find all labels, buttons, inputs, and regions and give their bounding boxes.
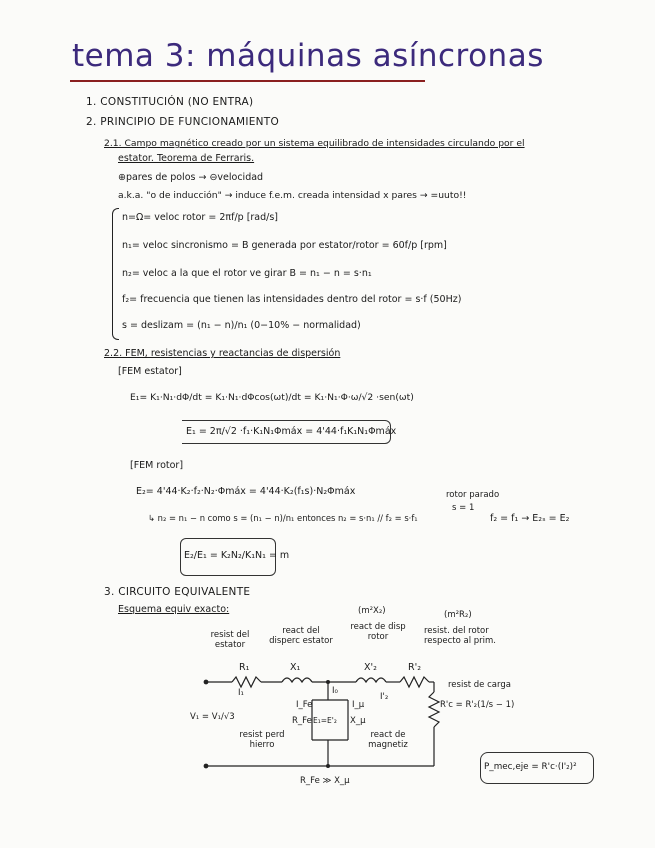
label-R2p: R'₂: [408, 662, 422, 673]
label-X2p: X'₂: [364, 662, 377, 673]
label-RFe: R_Fe: [292, 716, 312, 726]
label-Rc: R'c = R'₂(1/s − 1): [440, 700, 515, 710]
sub22-heading: 2.2. FEM, resistencias y reactancias de dispersión: [104, 348, 341, 359]
eq-relative-speed: n₂= veloc a la que el rotor ve girar B = n₁ − n = s·n₁: [122, 268, 372, 279]
pmec-equation: P_mec,eje = R'c·(I'₂)²: [484, 762, 577, 772]
label-resist-rotor: resist. del rotor respecto al prim.: [424, 626, 497, 646]
label-Xmu: X_μ: [350, 716, 366, 726]
sub21-line-induction: a.k.a. "o de inducción" → induce f.e.m. creada intensidad x pares → =uuto!!: [118, 190, 467, 201]
eq-rotor-frequency: f₂= frecuencia que tienen las intensidades dentro del rotor = s·f (50Hz): [122, 294, 462, 305]
section-3-heading: 3. CIRCUITO EQUIVALENTE: [104, 586, 251, 598]
label-IFe: I_Fe: [296, 700, 313, 710]
label-R1: R₁: [239, 662, 250, 673]
e1-boxed-text: E₁ = 2π/√2 ·f₁·K₁N₁Φmáx = 4'44·f₁K₁N₁Φmáx: [186, 426, 397, 437]
section-2-heading: 2. PRINCIPIO DE FUNCIONAMIENTO: [86, 116, 280, 128]
rotor-parado-note: rotor parado: [446, 490, 500, 500]
eq-rotor-speed: n=Ω= veloc rotor = 2πf/p [rad/s]: [122, 212, 279, 223]
label-resist-carga: resist de carga: [448, 680, 511, 690]
label-perd-hierro: resist perd hierro: [239, 730, 285, 750]
eq-slip: s = deslizam = (n₁ − n)/n₁ (0−10% − normalidad): [122, 320, 361, 331]
sub21-heading-line1: 2.1. Campo magnético creado por un sistema equilibrado de intensidades circulando por el: [104, 138, 525, 149]
label-Imu: I_μ: [352, 700, 365, 710]
section-1-heading: 1. CONSTITUCIÓN (NO ENTRA): [86, 96, 254, 108]
label-resist-estator: resist del estator: [210, 630, 250, 650]
eq-sync-speed: n₁= veloc sincronismo = B generada por estator/rotor = 60f/p [rpm]: [122, 240, 447, 251]
f2-result: f₂ = f₁ → E₂ₛ = E₂: [490, 513, 570, 524]
label-magnetiz: react de magnetiz: [368, 730, 408, 750]
label-react-rotor: react de disp rotor: [350, 622, 406, 642]
fem-rotor-label: [FEM rotor]: [130, 460, 184, 471]
slip-one-note: s = 1: [452, 503, 475, 513]
label-I0: I₀: [332, 686, 338, 696]
page-title: tema 3: máquinas asíncronas: [72, 38, 544, 74]
label-mr2: (m²R₂): [444, 610, 472, 620]
fem-estator-label: [FEM estator]: [118, 366, 182, 377]
ratio-equation: E₂/E₁ = K₂N₂/K₁N₁ = m: [184, 550, 290, 561]
label-E1: E₁=E'₂: [313, 716, 337, 725]
label-rfe-xmu: R_Fe ≫ X_μ: [300, 776, 350, 786]
label-mx2: (m²X₂): [358, 606, 386, 616]
circuit-heading: Esquema equiv exacto:: [118, 604, 230, 615]
e1-equation: E₁= K₁·N₁·dΦ/dt = K₁·N₁·dΦcos(ωt)/dt = K₁·N₁·Φ·ω/√2 ·sen(ωt): [130, 392, 414, 403]
n2-derivation: ↳ n₂ = n₁ − n como s = (n₁ − n)/n₁ entonces n₂ = s·n₁ // f₂ = s·f₁: [148, 513, 418, 523]
label-react-estator: react del disperc estator: [269, 626, 333, 646]
e2-equation: E₂= 4'44·K₂·f₂·N₂·Φmáx = 4'44·K₂(f₁s)·N₂Φmáx: [136, 486, 356, 497]
sub21-heading-line2: estator. Teorema de Ferraris.: [118, 153, 255, 164]
sub21-line-poles: ⊕pares de polos → ⊖velocidad: [118, 172, 264, 183]
label-I1: I₁: [238, 688, 244, 698]
label-V1: V₁ = V₁/√3: [190, 712, 235, 722]
label-X1: X₁: [290, 662, 301, 673]
label-I2p: I'₂: [380, 692, 389, 702]
